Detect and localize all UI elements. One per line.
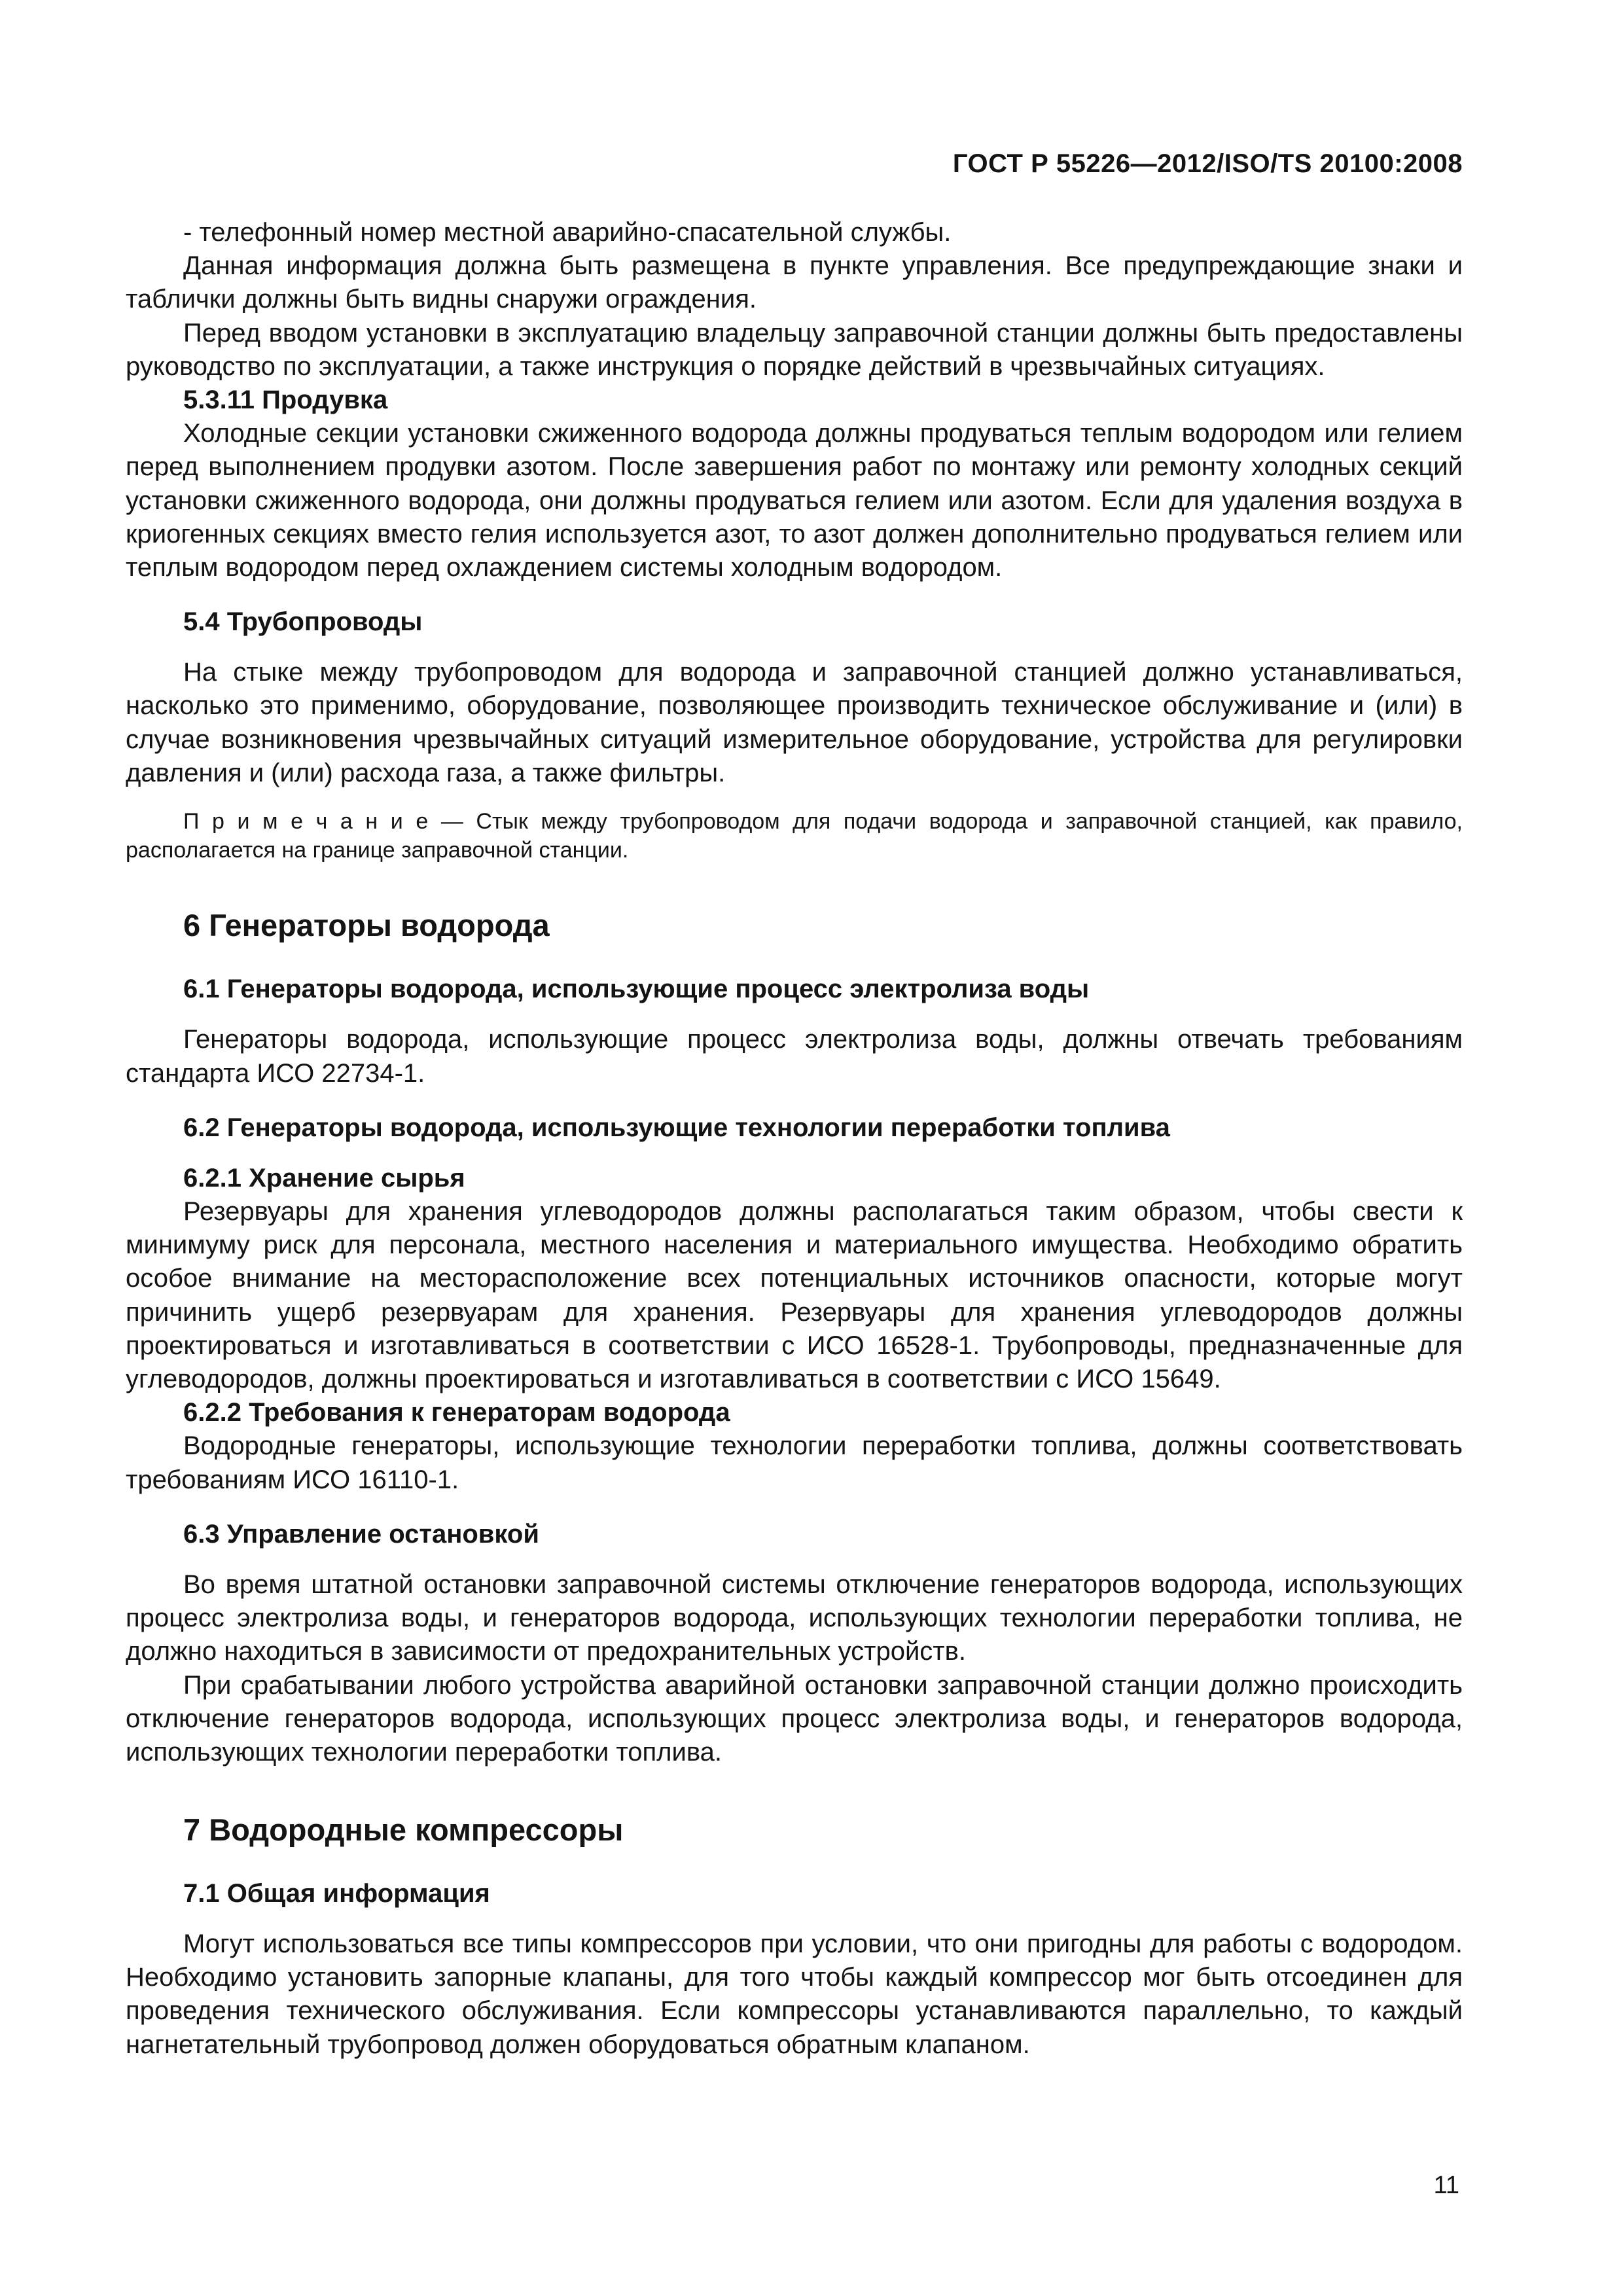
note-paragraph: П р и м е ч а н и е — Стык между трубопроводом для подачи водорода и заправочной станцией, как правило, располагается на границе заправочной станции. — [126, 809, 1463, 863]
paragraph: Данная информация должна быть размещена в пункте управления. Все предупреждающие знаки и таблички должны быть видны снаружи ограждения. — [126, 251, 1463, 314]
document-code-header: ГОСТ Р 55226—2012/ISO/TS 20100:2008 — [952, 149, 1463, 178]
clause-heading-5-4: 5.4 Трубопроводы — [183, 607, 423, 637]
paragraph: Водородные генераторы, использующие технологии переработки топлива, должны соответствовать требованиям ИСО 16110-1. — [126, 1431, 1463, 1494]
paragraph: Перед вводом установки в эксплуатацию владельцу заправочной станции должны быть предоставлены руководство по эксплуатации, а также инструкция о порядке действий в чрезвычайных ситуациях. — [126, 318, 1463, 381]
document-body — [126, 216, 1463, 2062]
section-heading-7: 7 Водородные компрессоры — [183, 1812, 624, 1848]
paragraph: Резервуары для хранения углеводородов должны располагаться таким образом, чтобы свести к минимуму риск для персонала, местного населения и материального имущества. Необходимо обратить особое внимание на месторасположение всех потенциальных источников опасности, которые могут причинить ущерб резервуарам для хранения. Резервуары для хранения углеводородов должны проектироваться и изготавливаться в соответствии с ИСО 16528-1. Трубопроводы, предназначенные для углеводородов, должны проектироваться и изготавливаться в соответствии с ИСО 15649. — [126, 1197, 1463, 1393]
paragraph: Генераторы водорода, использующие процесс электролиза воды, должны отвечать требованиям стандарта ИСО 22734-1. — [126, 1025, 1463, 1088]
section-heading-6: 6 Генераторы водорода — [183, 908, 550, 943]
page-number: 11 — [1433, 2172, 1459, 2199]
paragraph: Во время штатной остановки заправочной системы отключение генераторов водорода, использующих процесс электролиза воды, и генераторов водорода, использующих технологии переработки топлива, не должно находиться в зависимости от предохранительных устройств. — [126, 1570, 1463, 1666]
subclause-heading-5-3-11: 5.3.11 Продувка — [183, 385, 388, 414]
subclause-heading-6-2-2: 6.2.2 Требования к генераторам водорода — [183, 1398, 730, 1427]
clause-heading-6-2: 6.2 Генераторы водорода, использующие технологии переработки топлива — [183, 1113, 1170, 1142]
clause-heading-6-3: 6.3 Управление остановкой — [183, 1519, 539, 1549]
clause-heading-7-1: 7.1 Общая информация — [183, 1878, 490, 1908]
paragraph: На стыке между трубопроводом для водорода и заправочной станцией должно устанавливаться, насколько это применимо, оборудование, позволяющее производить техническое обслуживание и (или) в случае возникновения чрезвычайных ситуаций измерительное оборудование, устройства для регулировки давления и (или) расхода газа, а также фильтры. — [126, 658, 1463, 787]
paragraph: При срабатывании любого устройства аварийной остановки заправочной станции должно происходить отключение генераторов водорода, использующих процесс электролиза воды, и генераторов водорода, использующих технологии переработки топлива. — [126, 1670, 1463, 1767]
paragraph: Холодные секции установки сжиженного водорода должны продуваться теплым водородом или гелием перед выполнением продувки азотом. После завершения работ по монтажу или ремонту холодных секций установки сжиженного водорода, они должны продуваться гелием или азотом. Если для удаления воздуха в криогенных секциях вместо гелия используется азот, то азот должен дополнительно продуваться гелием или теплым водородом перед охлаждением системы холодным водородом. — [126, 419, 1463, 582]
paragraph: Могут использоваться все типы компрессоров при условии, что они пригодны для работы с водородом. Необходимо установить запорные клапаны, для того чтобы каждый компрессор мог быть отсоединен для проведения технического обслуживания. Если компрессоры устанавливаются параллельно, то каждый нагнетательный трубопровод должен оборудоваться обратным клапаном. — [126, 1929, 1463, 2059]
subclause-heading-6-2-1: 6.2.1 Хранение сырья — [183, 1163, 465, 1193]
list-item-continuation: - телефонный номер местной аварийно-спасательной службы. — [183, 218, 952, 247]
clause-heading-6-1: 6.1 Генераторы водорода, использующие процесс электролиза воды — [183, 975, 1090, 1004]
